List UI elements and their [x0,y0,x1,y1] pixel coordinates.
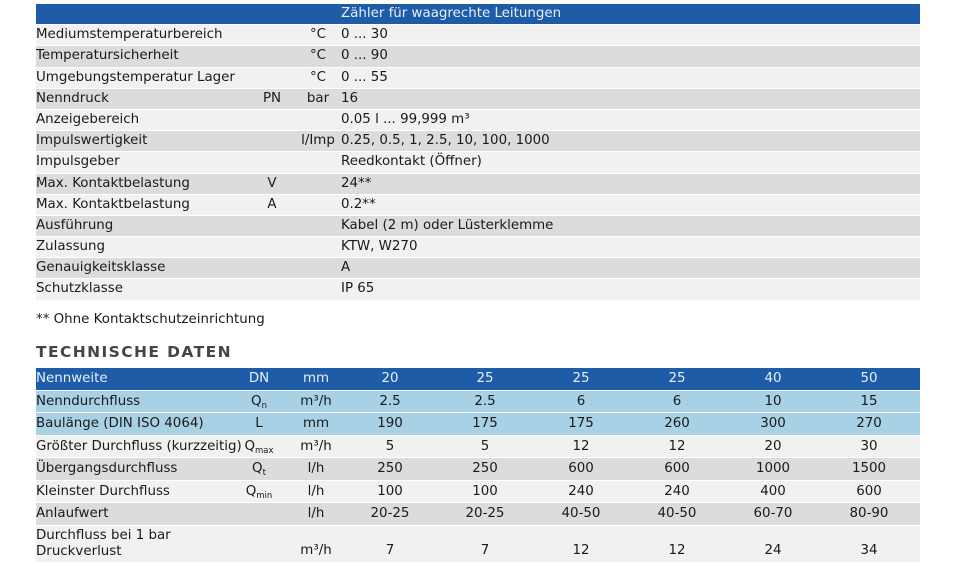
row-value: 175 [472,416,498,431]
row-label: Nenndruck [36,90,109,106]
row-value: 50 [860,371,878,386]
table-row [36,89,920,110]
row-value: 7 [385,542,395,558]
symbol-main: L [255,416,263,431]
row-value: 2.5 [474,393,496,409]
row-unit: mm [302,371,330,386]
row-label: Anlaufwert [36,506,109,521]
row-value: Kabel (2 m) oder Lüsterklemme [341,217,554,233]
row-label: Baulänge (DIN ISO 4064) [36,416,204,431]
table-row [36,25,920,46]
row-symbol: A [267,196,277,212]
row-value: 270 [856,416,882,431]
row-value: 0 ... 30 [341,27,388,43]
table-row [36,458,920,481]
row-symbol: PN [262,90,282,106]
table-row [36,413,920,436]
row-value: 5 [385,438,395,454]
row-value: 240 [568,483,594,499]
row-unit: l/Imp [301,133,335,149]
row-value: 175 [568,416,594,431]
row-value: 5 [480,438,490,454]
row-symbol: V [267,175,277,191]
row-value: 12 [668,542,686,558]
table-row [36,195,920,216]
row-value: 6 [576,393,586,409]
row-value: 400 [760,483,786,499]
row-value: 16 [341,90,359,106]
table-row [36,152,920,173]
row-label: Zulassung [36,239,106,255]
row-label: Mediumstemperaturbereich [36,27,223,43]
row-value: 34 [860,542,878,558]
row-value: 250 [377,461,403,476]
row-label: Genauigkeitsklasse [36,260,166,276]
row-value: 12 [668,438,686,454]
row-value: 300 [760,416,786,431]
row-value: A [341,260,351,276]
row-value: 40 [764,371,782,386]
row-label: Umgebungstemperatur Lager [36,69,235,85]
row-value: Reedkontakt (Öffner) [341,154,482,170]
row-value: IP 65 [341,281,375,297]
row-value: 25 [572,371,590,386]
row-unit: l/h [307,483,325,499]
row-value: 0.05 l ... 99,999 m³ [341,111,470,127]
row-label: Nenndurchfluss [36,393,141,409]
table-row [36,279,920,300]
table-row [36,68,920,89]
row-unit: °C [309,69,327,85]
row-value: 600 [856,483,882,499]
row-value: 0 ... 55 [341,69,388,85]
row-value: 25 [476,371,494,386]
symbol-main: Q [244,438,255,454]
table-row [36,237,920,258]
row-unit: l/h [307,506,325,521]
row-value: 15 [860,393,878,409]
row-value: 25 [668,371,686,386]
row-label: Kleinster Durchfluss [36,483,170,499]
row-value: 1000 [755,461,791,476]
symbol-main: DN [248,371,270,386]
row-value: 0 ... 90 [341,48,388,64]
row-value: 30 [860,438,878,454]
table-row [36,46,920,67]
row-value: 12 [572,542,590,558]
row-value: 0.2** [341,196,376,212]
section-title: TECHNISCHE DATEN [36,343,232,361]
row-label: Impulswertigkeit [36,133,148,149]
technical-data-table [36,368,920,563]
table-row [36,526,920,563]
table-row [36,391,920,414]
row-label: Temperatursicherheit [36,48,179,64]
row-value: 1500 [851,461,887,476]
row-value: 2.5 [379,393,401,409]
row-label: Nennweite [36,371,108,386]
row-unit: °C [309,48,327,64]
row-value: 190 [377,416,403,431]
row-label: Schutzklasse [36,281,123,297]
table-row [36,216,920,237]
row-value: 250 [472,461,498,476]
row-value: KTW, W270 [341,239,418,255]
row-value: 20 [764,438,782,454]
symbol-subscript: min [256,490,273,501]
row-value: 12 [572,438,590,454]
row-label: Ausführung [36,217,114,233]
row-value: 260 [664,416,690,431]
table-row [36,131,920,152]
table-row [36,436,920,459]
row-label: Durchfluss bei 1 bar Druckverlust [36,527,171,559]
table-row [36,481,920,504]
row-value: 20-25 [465,506,505,521]
row-value: 20 [381,371,399,386]
symbol-subscript: t [262,468,266,478]
row-value: 24 [764,542,782,558]
row-label: Max. Kontaktbelastung [36,196,190,212]
table-row [36,258,920,279]
symbol-main: Q [245,483,257,499]
row-value: 40-50 [657,506,697,521]
table-row [36,110,920,131]
row-unit: m³/h [300,438,332,454]
row-value: 10 [764,393,782,409]
symbol-subscript: n [261,400,267,411]
row-unit: m³/h [300,393,332,409]
row-value: 0.25, 0.5, 1, 2.5, 10, 100, 1000 [341,133,550,149]
row-value: 600 [664,461,690,476]
symbol-main: Q [251,393,262,409]
row-value: 24** [341,175,372,191]
row-label: Größter Durchfluss (kurzzeitig) [36,438,242,454]
specs-header-title: Zähler für waagrechte Leitungen [341,6,562,21]
row-value: 100 [377,483,403,499]
row-unit: m³/h [300,542,332,558]
table-row [36,174,920,195]
row-unit: l/h [307,461,325,476]
table-row [36,503,920,526]
specs-table [36,4,920,301]
row-unit: mm [302,416,330,431]
row-unit: bar [306,90,330,106]
specs-table-header [36,4,920,25]
row-value: 600 [568,461,594,476]
row-label: Max. Kontaktbelastung [36,175,190,191]
row-value: 7 [480,542,490,558]
row-value: 60-70 [753,506,793,521]
table-row [36,368,920,391]
row-label: Impulsgeber [36,154,120,170]
row-value: 40-50 [561,506,601,521]
row-value: 6 [672,393,682,409]
row-value: 100 [472,483,498,499]
symbol-main: Q [252,461,263,476]
footnote: ** Ohne Kontaktschutzeinrichtung [36,312,265,327]
row-value: 240 [664,483,690,499]
row-label: Anzeigebereich [36,111,140,127]
row-label: Übergangsdurchfluss [36,461,178,476]
row-value: 20-25 [370,506,410,521]
row-value: 80-90 [849,506,889,521]
symbol-subscript: max [255,445,274,456]
row-unit: °C [309,27,327,43]
